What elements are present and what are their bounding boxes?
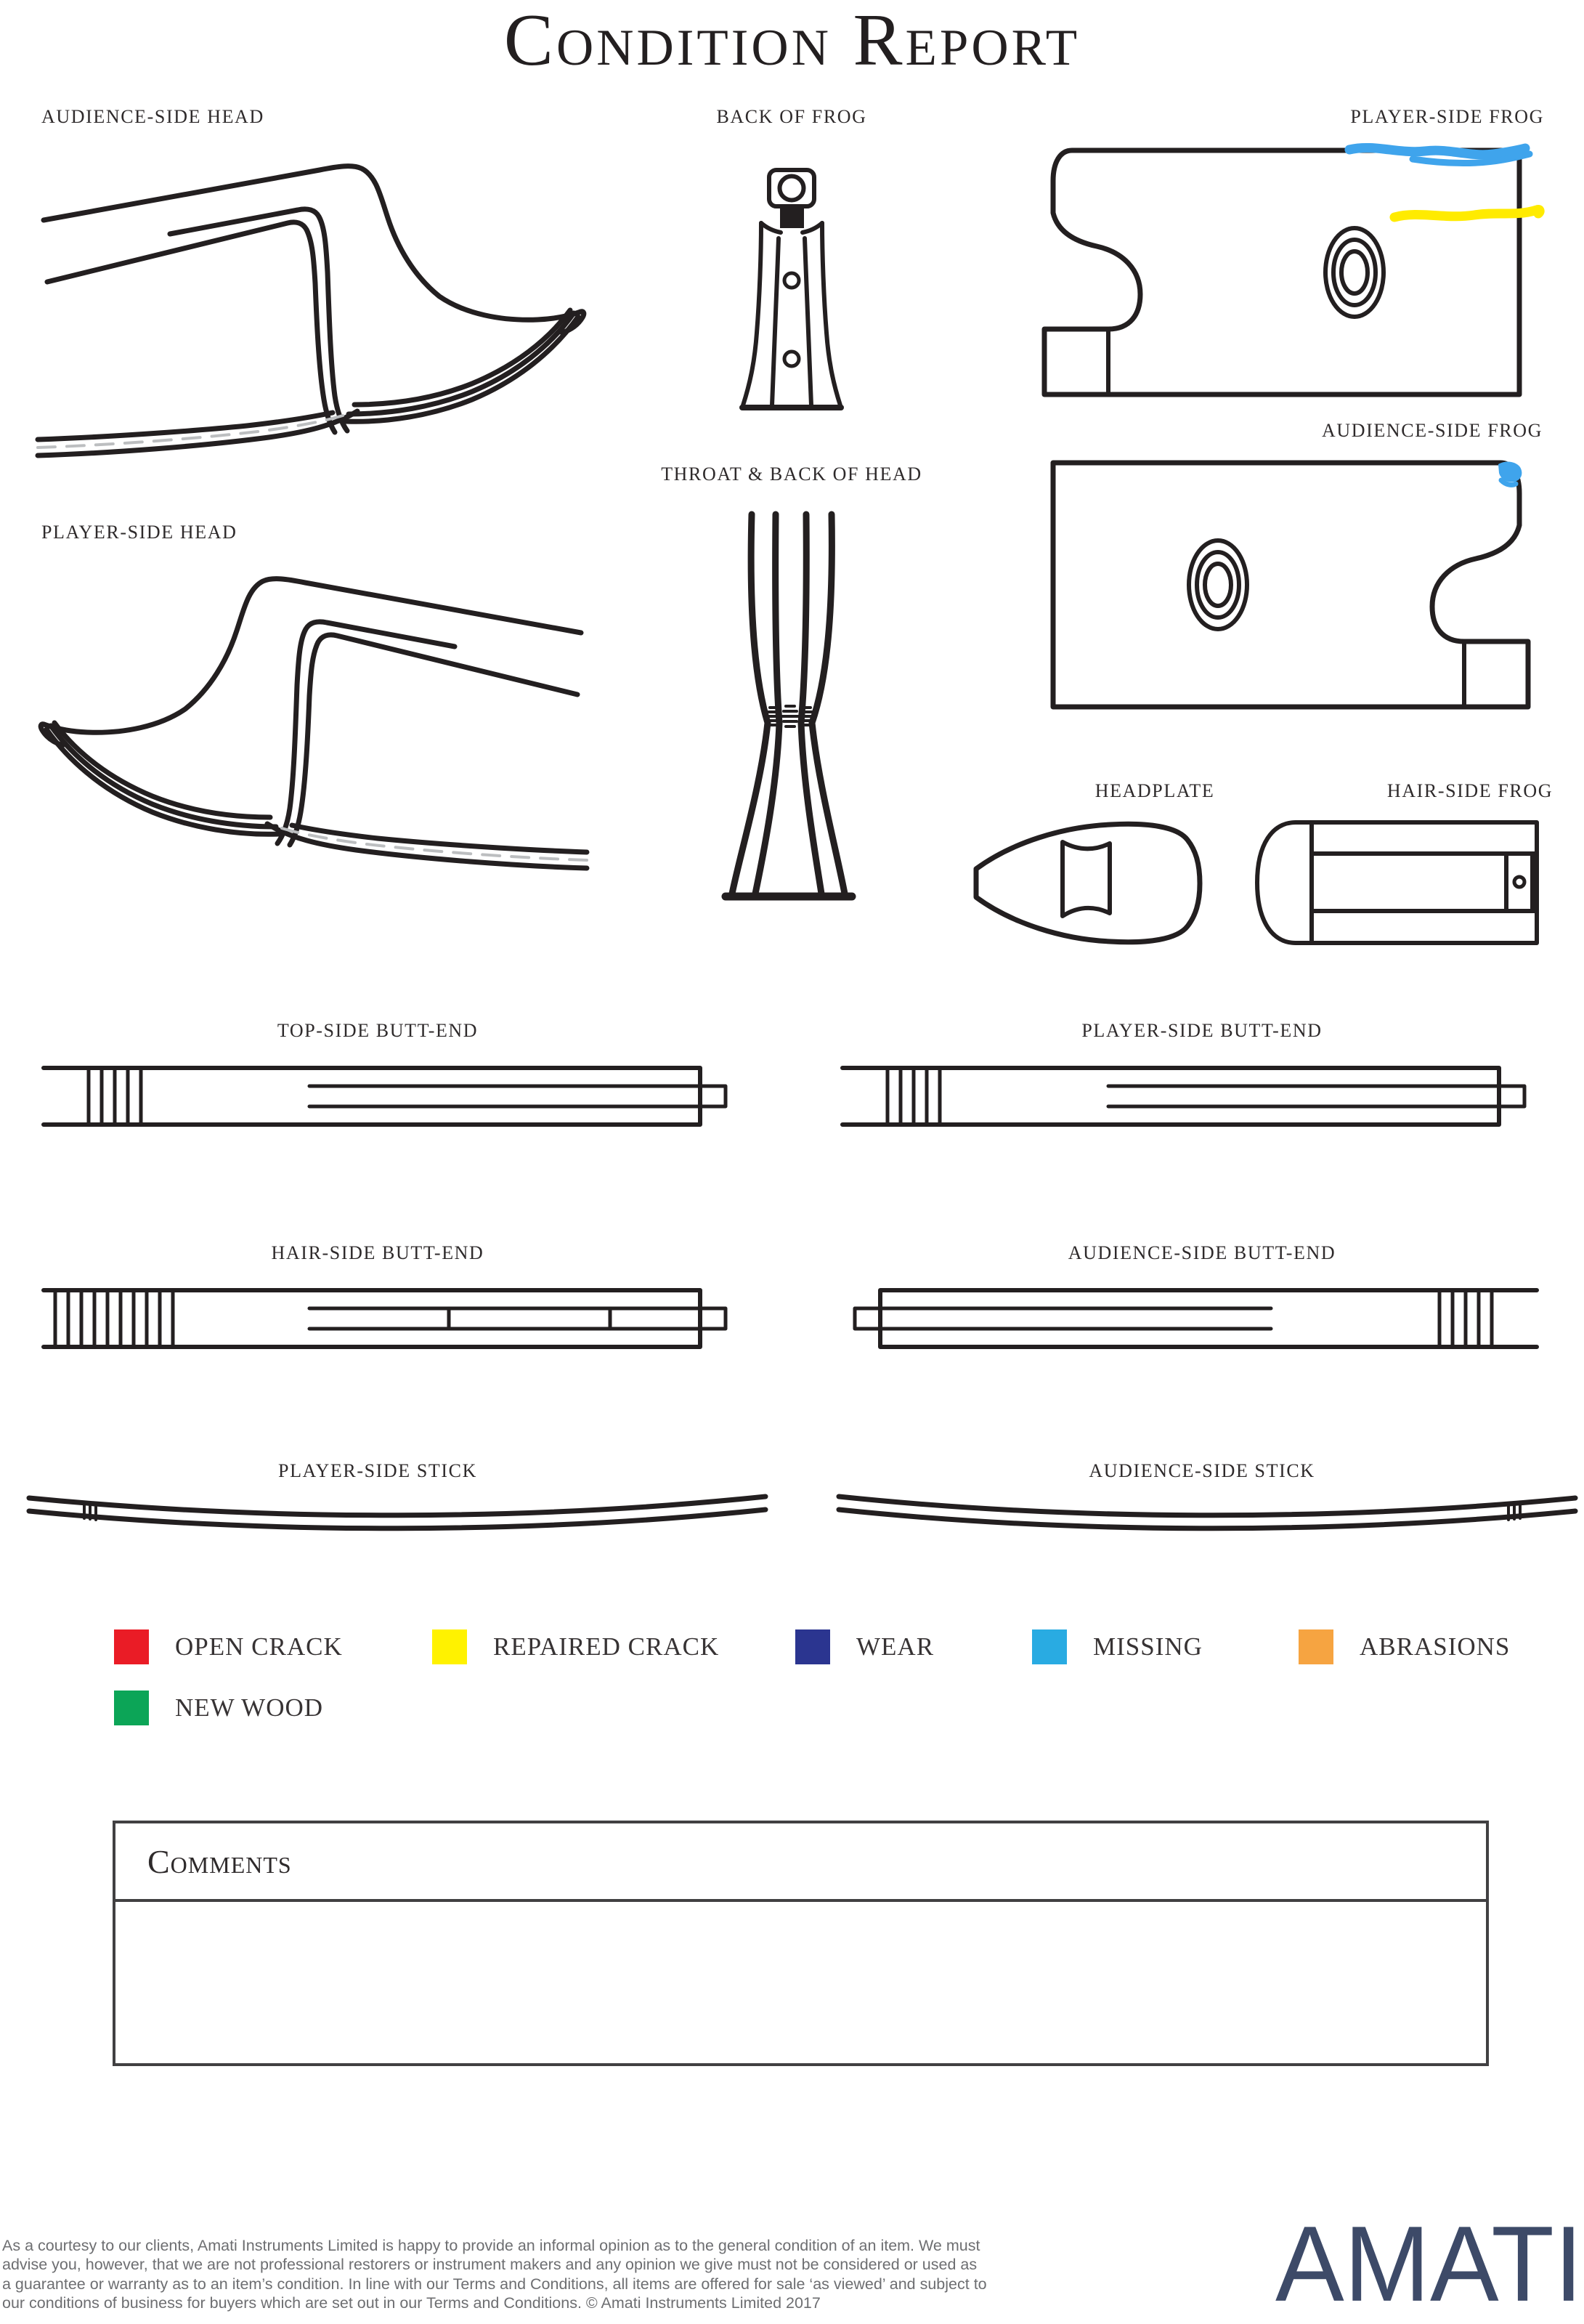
- right-inner-edge: [805, 238, 811, 405]
- left-inner-edge: [772, 238, 779, 405]
- player-side-head-diagram: [29, 551, 596, 878]
- new-wood-swatch: [114, 1691, 149, 1725]
- left-outer-edge: [743, 223, 761, 405]
- legend-item-repaired-crack: [432, 1629, 719, 1664]
- right-outer-edge: [822, 223, 840, 405]
- disclaimer-line: our conditions of business for buyers which are set out in our Terms and Conditions. © Amati Instruments Limited 2017: [2, 2294, 821, 2312]
- mortise: [1063, 842, 1110, 916]
- label-back-of-frog: BACK OF FROG: [716, 106, 867, 127]
- label-top-side-butt-end: TOP-SIDE BUTT-END: [277, 1020, 479, 1041]
- label-player-side-head: PLAYER-SIDE HEAD: [41, 522, 237, 543]
- label-hair-side-frog: HAIR-SIDE FROG: [1386, 780, 1553, 801]
- screw-block: [780, 206, 804, 228]
- top-side-butt-end-diagram: [42, 1064, 743, 1129]
- audience-side-head-diagram: [29, 138, 596, 465]
- audience-side-stick-diagram: [832, 1489, 1584, 1540]
- comments-input-area[interactable]: [115, 1902, 1486, 2063]
- amati-logo: AMATI: [1275, 2203, 1583, 2324]
- left-wing: [761, 223, 781, 232]
- legend-label: WEAR: [856, 1632, 935, 1661]
- legend-label: REPAIRED CRACK: [493, 1632, 720, 1661]
- wear-swatch: [795, 1629, 830, 1664]
- player-side-frog-diagram: [1039, 147, 1547, 398]
- winding-hatch: [55, 1290, 173, 1347]
- player-side-butt-end-diagram: [841, 1064, 1542, 1129]
- comments-box: [113, 1821, 1489, 2066]
- butt-end-drawing: [44, 1068, 726, 1125]
- stick-bottom-edge: [29, 1510, 765, 1529]
- disclaimer-text: [2, 2236, 987, 2313]
- bow-head-drawing: [38, 166, 584, 456]
- frog-eye: [1325, 228, 1384, 317]
- label-audience-side-head: AUDIENCE-SIDE HEAD: [41, 106, 264, 127]
- comments-title: Comments: [147, 1842, 292, 1880]
- missing-swatch: [1032, 1629, 1067, 1664]
- label-audience-side-frog: AUDIENCE-SIDE FROG: [1322, 420, 1543, 441]
- head-chamfer-line: [47, 222, 335, 432]
- headplate-diagram: [970, 818, 1209, 949]
- player-side-stick-diagram: [20, 1489, 772, 1540]
- button-ring: [780, 177, 804, 201]
- legend-label: NEW WOOD: [175, 1693, 324, 1722]
- butt-outline: [44, 1290, 700, 1347]
- legend-label: OPEN CRACK: [175, 1632, 343, 1661]
- winding-hatch: [89, 1068, 141, 1125]
- legend-item-wear: [795, 1629, 934, 1664]
- head-back-line: [170, 209, 347, 431]
- waist-hatch-marks: [767, 706, 813, 726]
- upper-pin: [784, 273, 799, 288]
- stick-drawing: [29, 1497, 765, 1529]
- legend-item-open-crack: [114, 1629, 343, 1664]
- label-audience-side-stick: AUDIENCE-SIDE STICK: [1089, 1460, 1315, 1481]
- disclaimer-line: a guarantee or warranty as to an item’s condition. In line with our Terms and Conditions, all items are offered for sale ‘as viewed’ and subject to: [2, 2275, 987, 2293]
- audience-side-frog-diagram: [1025, 460, 1534, 710]
- label-hair-side-butt-end: HAIR-SIDE BUTT-END: [271, 1242, 484, 1263]
- open-crack-swatch: [114, 1629, 149, 1664]
- hair-frog-outline: [1257, 822, 1537, 943]
- page-title: Condition Report: [503, 0, 1081, 81]
- disclaimer-line: As a courtesy to our clients, Amati Instruments Limited is happy to provide an informal opinion as to the general condition of an item. We must: [2, 2237, 980, 2254]
- legend-item-missing: [1032, 1629, 1203, 1664]
- legend-label: MISSING: [1093, 1632, 1203, 1661]
- button-band: [309, 1308, 726, 1329]
- tip-plate-middle: [349, 313, 574, 414]
- pin-hole: [1514, 877, 1524, 887]
- label-audience-side-butt-end: AUDIENCE-SIDE BUTT-END: [1068, 1242, 1336, 1263]
- disclaimer-line: advise you, however, that we are not professional restorers or instrument makers and any opinion we give must not be considered or used as: [2, 2256, 978, 2274]
- hair-side-butt-end-diagram: [42, 1286, 743, 1351]
- label-player-side-stick: PLAYER-SIDE STICK: [278, 1460, 477, 1481]
- missing-mark-scribble: [1349, 147, 1525, 154]
- repaired-crack-mark: [1394, 209, 1540, 217]
- outer-right-line: [812, 514, 845, 894]
- legend-label: ABRASIONS: [1360, 1632, 1511, 1661]
- hair-side-frog-diagram: [1251, 819, 1541, 947]
- lower-pin: [784, 352, 799, 366]
- abrasions-swatch: [1299, 1629, 1333, 1664]
- legend-item-abrasions: [1299, 1629, 1510, 1664]
- button-band: [309, 1086, 726, 1106]
- right-wing: [803, 223, 822, 232]
- outer-left-line: [732, 514, 768, 894]
- band-dividers: [449, 1308, 610, 1329]
- label-throat-back-of-head: THROAT & BACK OF HEAD: [661, 463, 922, 485]
- headplate-outline: [976, 824, 1200, 942]
- throat-back-of-head-diagram: [708, 509, 868, 904]
- repaired-crack-swatch: [432, 1629, 467, 1664]
- audience-side-butt-end-diagram: [841, 1286, 1542, 1351]
- back-of-frog-diagram: [737, 166, 846, 416]
- inner-left-line: [755, 514, 779, 894]
- label-player-side-frog: PLAYER-SIDE FROG: [1350, 106, 1544, 127]
- frog-drawing: [1044, 150, 1519, 394]
- legend-item-new-wood: [114, 1691, 323, 1725]
- comments-header: [115, 1823, 1486, 1902]
- stick-top-edge: [29, 1497, 765, 1515]
- frog-outline: [1044, 150, 1519, 394]
- label-player-side-butt-end: PLAYER-SIDE BUTT-END: [1081, 1020, 1323, 1041]
- label-headplate: HEADPLATE: [1094, 780, 1215, 801]
